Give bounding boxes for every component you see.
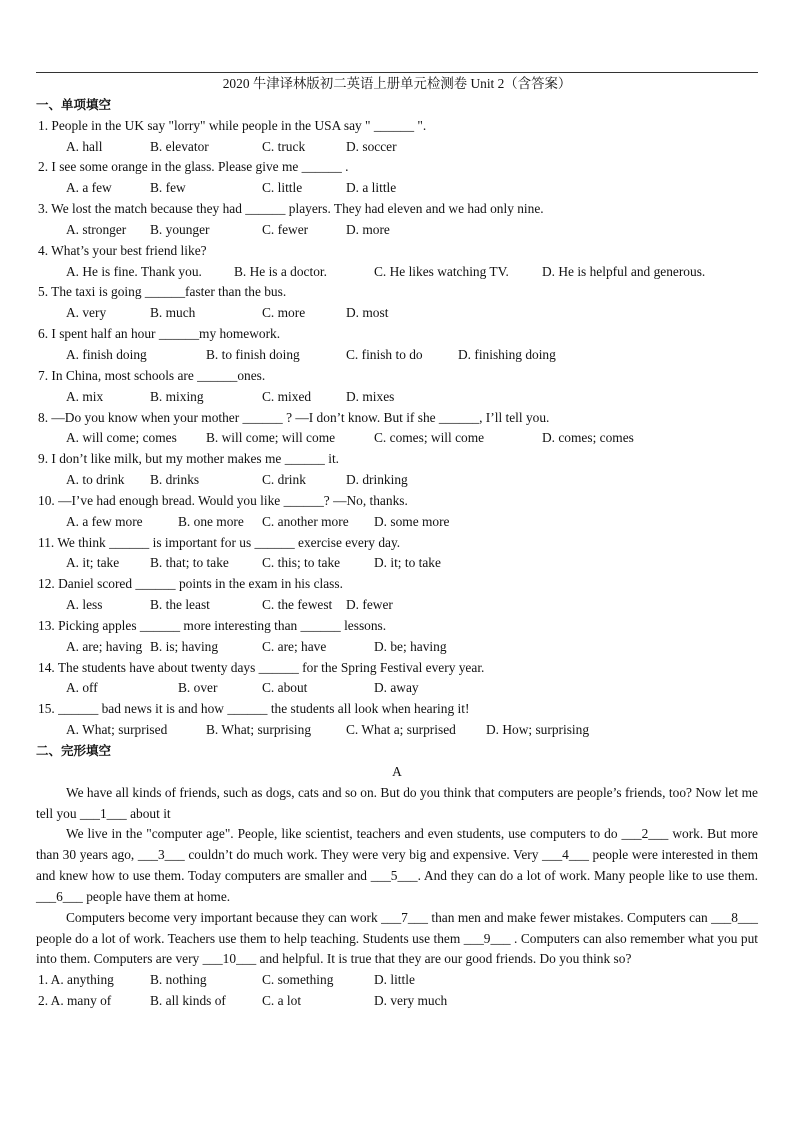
passage-paragraph-1: We have all kinds of friends, such as dogs, cats and so on. But do you think that computers are people’s friends, too? Now let me tell you ___1___ about it [36,784,758,821]
option-c: C. mixed [262,388,312,404]
question-options [36,553,758,574]
option-b: B. one more [178,513,244,529]
option-c: C. another more [262,513,349,529]
option-a: A. will come; comes [66,430,177,446]
question-options [36,303,758,324]
cloze-options [36,970,758,991]
option-d: D. a little [346,180,397,196]
option-d: D. some more [374,513,450,529]
question-options [36,262,758,283]
question-options [36,595,758,616]
option-b: B. is; having [150,638,219,654]
question-stem: 6. I spent half an hour ______my homework. [38,326,281,342]
option-a: A. a few more [66,513,143,529]
cloze-option-a: 1. A. anything [38,972,114,988]
option-c: C. fewer [262,221,309,237]
option-d: D. How; surprising [486,722,590,738]
question-stem: 15. ______ bad news it is and how ______ the students all look when hearing it! [38,701,470,717]
passage-label: A [392,763,402,779]
option-b: B. much [150,305,196,321]
question-stem: 4. What’s your best friend like? [38,242,207,258]
cloze-option-b: B. all kinds of [150,993,226,1009]
option-c: C. finish to do [346,346,423,362]
option-d: D. fewer [346,597,393,613]
cloze-option-b: B. nothing [150,972,207,988]
option-b: B. He is a doctor. [234,263,327,279]
question-options [36,470,758,491]
option-d: D. be; having [374,638,447,654]
option-b: B. drinks [150,472,200,488]
question-options [36,512,758,533]
question-options [36,678,758,699]
option-c: C. this; to take [262,555,341,571]
option-c: C. comes; will come [374,430,485,446]
question-stem: 1. People in the UK say "lorry" while people in the USA say " ______ ". [38,117,427,133]
question-options [36,428,758,449]
option-a: A. very [66,305,107,321]
option-d: D. finishing doing [458,346,556,362]
page-title: 2020 牛津译林版初二英语上册单元检测卷 Unit 2（含答案） [222,76,572,91]
option-a: A. finish doing [66,346,147,362]
cloze-option-d: D. very much [374,993,448,1009]
option-c: C. truck [262,138,306,154]
question-options [36,178,758,199]
option-b: B. that; to take [150,555,229,571]
option-a: A. a few [66,180,112,196]
option-b: B. the least [150,597,210,613]
passage-paragraph-2: We live in the "computer age". People, like scientist, teachers and even students, use computers to do ___2___ work. But more than 30 years ago, ___3___ couldn’t do much work. They were very big and expensive. Very ___4___ people were interested in them and knew how to use them. Today computers are smaller and ___5___. And they can do a lot of work. Many people like to use them. ___6___ people have them at home. [36,826,758,904]
option-b: B. What; surprising [206,722,312,738]
option-b: B. will come; will come [206,430,336,446]
question-options [36,720,758,741]
cloze-option-c: C. a lot [262,993,302,1009]
option-a: A. off [66,680,98,696]
question-options [36,220,758,241]
option-d: D. away [374,680,419,696]
question-stem: 7. In China, most schools are ______ones. [38,367,266,383]
question-options [36,637,758,658]
section-heading-1: 一、单项填空 [36,96,112,112]
question-stem: 5. The taxi is going ______faster than the bus. [38,284,287,300]
option-c: C. about [262,680,308,696]
question-options [36,387,758,408]
question-stem: 13. Picking apples ______ more interesting than ______ lessons. [38,617,387,633]
section-heading-2: 二、完形填空 [36,743,112,758]
option-a: A. mix [66,388,104,404]
option-b: B. over [178,680,218,696]
passage-paragraph-3: Computers become very important because they can work ___7___ than men and make fewer mistakes. Computers can ___8___ people do a lot of work. Teachers use them to help teaching. Students use them ___9___ . Computers can also remember what you put into them. Computers are very ___10___ and helpful. It is true that they are our good friends. Do you think so? [36,909,758,967]
option-a: A. stronger [66,221,127,237]
question-stem: 12. Daniel scored ______ points in the exam in his class. [38,576,343,592]
cloze-option-list [36,970,758,1012]
option-d: D. soccer [346,138,397,154]
question-options [36,345,758,366]
cloze-option-d: D. little [374,972,415,988]
question-stem: 3. We lost the match because they had ______ players. They had eleven and we had only nine. [38,201,544,217]
option-b: B. elevator [150,138,209,154]
exam-page [36,74,758,1012]
option-d: D. comes; comes [542,430,634,446]
option-a: A. to drink [66,472,125,488]
option-c: C. drink [262,472,306,488]
header-rule [36,72,758,73]
option-a: A. He is fine. Thank you. [66,263,202,279]
option-c: C. What a; surprised [346,722,456,738]
question-list [36,116,758,741]
option-d: D. mixes [346,388,395,404]
option-c: C. more [262,305,306,321]
option-b: B. to finish doing [206,346,300,362]
question-stem: 8. —Do you know when your mother ______ ? —I don’t know. But if she ______, I’ll tell you. [38,409,550,425]
option-b: B. few [150,180,186,196]
cloze-options [36,991,758,1012]
question-stem: 14. The students have about twenty days ______ for the Spring Festival every year. [38,659,485,675]
option-c: C. are; have [262,638,327,654]
question-stem: 10. —I’ve had enough bread. Would you like ______? —No, thanks. [38,492,408,508]
option-a: A. less [66,597,103,613]
option-c: C. He likes watching TV. [374,263,509,279]
option-d: D. drinking [346,472,408,488]
option-a: A. it; take [66,555,120,571]
option-a: A. hall [66,138,103,154]
question-options [36,137,758,158]
option-d: D. more [346,221,390,237]
option-a: A. What; surprised [66,722,168,738]
question-stem: 9. I don’t like milk, but my mother makes me ______ it. [38,451,340,467]
option-c: C. the fewest [262,597,333,613]
option-d: D. most [346,305,389,321]
option-c: C. little [262,180,303,196]
question-stem: 11. We think ______ is important for us ______ exercise every day. [38,534,401,550]
question-stem: 2. I see some orange in the glass. Please give me ______ . [38,159,349,175]
option-b: B. mixing [150,388,204,404]
option-d: D. He is helpful and generous. [542,263,706,279]
option-a: A. are; having [66,638,143,654]
cloze-option-a: 2. A. many of [38,993,112,1009]
option-d: D. it; to take [374,555,441,571]
cloze-option-c: C. something [262,972,334,988]
option-b: B. younger [150,221,210,237]
